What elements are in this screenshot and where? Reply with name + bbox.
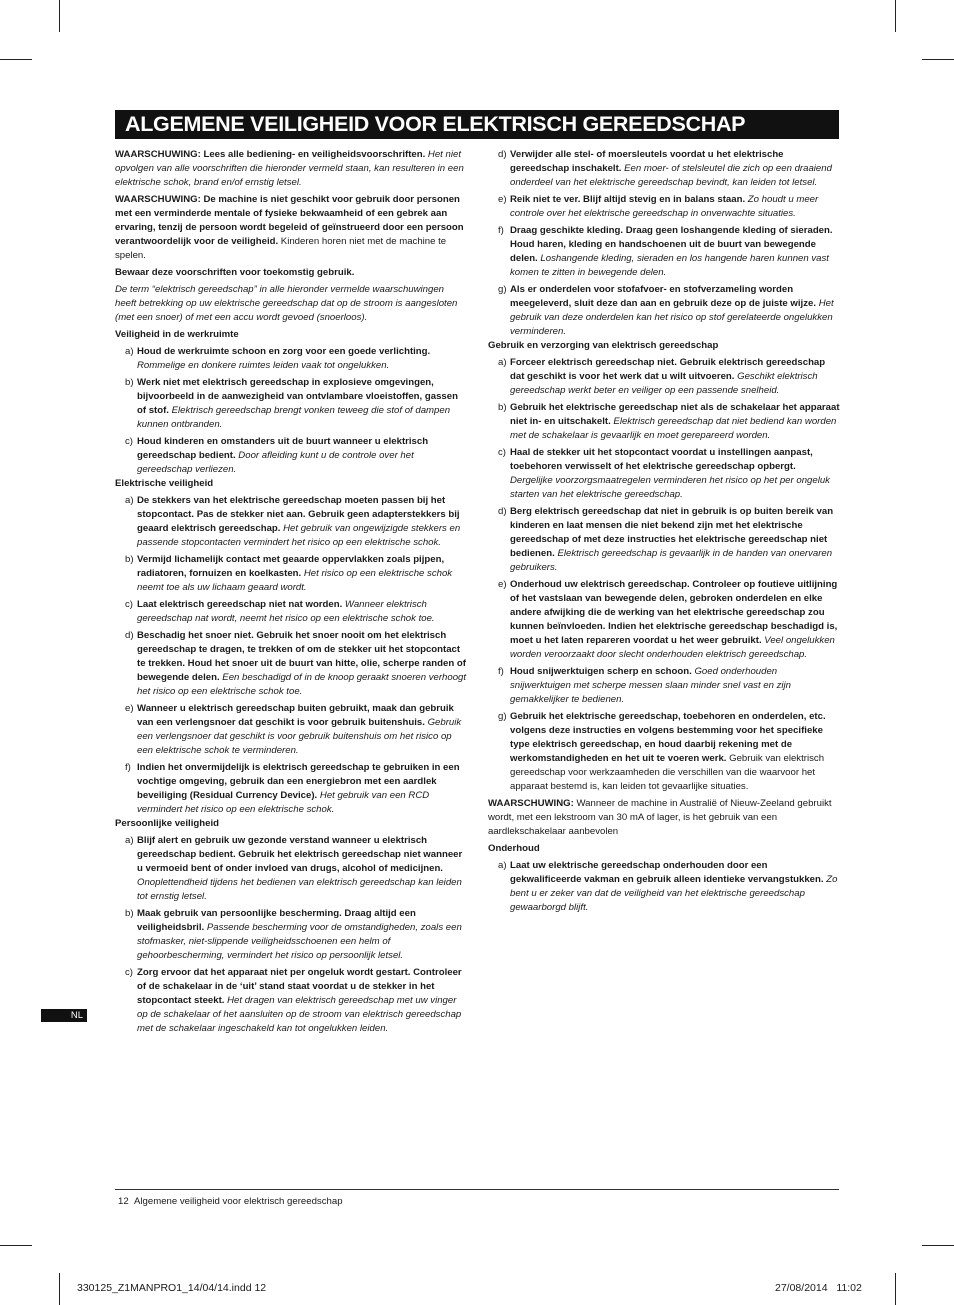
- crop-mark: [0, 1245, 32, 1246]
- footer-title: Algemene veiligheid voor elektrisch gereedschap: [134, 1196, 343, 1207]
- crop-mark: [922, 59, 954, 60]
- section-heading-care: Gebruik en verzorging van elektrisch gereedschap: [488, 340, 719, 351]
- list-item: c) Zorg ervoor dat het apparaat niet per ongeluk wordt gestart. Controleer of de schakelaar in de ‘uit’ stand staat voordat u de stekker in het stopcontact steekt. Het dragen van elektrisch gereedschap met uw vinger op de schakelaar of het aansluiten op de stroom van elektrisch gereedschap met de schakelaar ingeschakeld kan tot ongelukken leiden.: [125, 967, 462, 1034]
- list-item: c) Laat elektrisch gereedschap niet nat worden. Wanneer elektrisch gereedschap nat wordt, neemt het risico op een elektrische schok toe.: [125, 599, 435, 624]
- footer-rule: [115, 1189, 839, 1190]
- section-heading-electrical: Elektrische veiligheid: [115, 478, 214, 489]
- list-item: b) Gebruik het elektrische gereedschap niet als de schakelaar het apparaat niet in- en uitschakelt. Elektrisch gereedschap dat niet bediend kan worden met de schakelaar is gevaarlijk en moet gerepareerd worden.: [498, 402, 840, 441]
- crop-mark: [0, 59, 32, 60]
- slug-date: 27/08/2014: [775, 1282, 828, 1294]
- list-item: b) Werk niet met elektrisch gereedschap in explosieve omgevingen, bijvoorbeeld in de aanwezigheid van ontvlambare vloeistoffen, gassen of stof. Elektrisch gereedschap brengt vonken teweeg die stof of dampen kunnen ontbranden.: [125, 377, 458, 430]
- crop-mark: [895, 0, 896, 32]
- warning-australia: WAARSCHUWING: Wanneer de machine in Australië of Nieuw-Zeeland gebruikt wordt, met een lekstroom van 30 mA of lager, is het gebruik van een aardlekschakelaar aanbevolen: [488, 798, 832, 837]
- page-title: ALGEMENE VEILIGHEID VOOR ELEKTRISCH GEREEDSCHAP: [115, 110, 839, 139]
- list-item: a) Forceer elektrisch gereedschap niet. Gebruik elektrisch gereedschap dat geschikt is voor het werk dat u wilt uitvoeren. Geschikt elektrisch gereedschap werkt beter en veiliger op een passende snelheid.: [498, 357, 826, 396]
- list-item: b) Maak gebruik van persoonlijke bescherming. Draag altijd een veiligheidsbril. Passende bescherming voor de omstandigheden, zoals een stofmasker, niet-slippende veiligheidsschoenen een helm of gehoorbescherming, vermindert het risico op persoonlijk letsel.: [125, 908, 462, 961]
- crop-mark: [922, 1245, 954, 1246]
- list-item: f) Draag geschikte kleding. Draag geen loshangende kleding of sieraden. Houd haren, kleding en handschoenen uit de buurt van bewegende delen. Loshangende kleding, sieraden en los hangende haren kunnen vast komen te zitten in bewegende delen.: [498, 225, 833, 278]
- list-item: e) Wanneer u elektrisch gereedschap buiten gebruikt, maak dan gebruik van een verlengsnoer dat geschikt is voor gebruik buitenshuis. Gebruik een verlengsnoer dat geschikt is voor gebruik buitenshuis om het risico op een elektrische schok te verminderen.: [125, 703, 462, 756]
- warning-persons: WAARSCHUWING: De machine is niet geschikt voor gebruik door personen met een verminderde mentale of fysieke bekwaamheid of een gebrek aan ervaring, tenzij de persoon wordt begeleid of geïnstrueerd door een persoon verantwoordelijk voor de veiligheid. Kinderen horen niet met de machine te spelen.: [115, 194, 464, 261]
- slug-file: 330125_Z1MANPRO1_14/04/14.indd 12: [77, 1282, 267, 1294]
- slug-datetime: [775, 1282, 862, 1294]
- section-heading-maintenance: Onderhoud: [488, 843, 540, 854]
- term-definition: De term “elektrisch gereedschap” in alle hieronder vermelde waarschuwingen heeft betrekking op uw elektrische gereedschap dat op de stroom is aangesloten (met een snoer) of met een accu wordt gevoed (snoerloos).: [115, 284, 458, 323]
- warning-read-instructions: WAARSCHUWING: Lees alle bediening- en veiligheidsvoorschriften. Het niet opvolgen van alle voorschriften die hieronder vermeld staan, kan resulteren in een elektrische schok, brand en/of ernstig letsel.: [115, 149, 464, 188]
- section-heading-workplace: Veiligheid in de werkruimte: [115, 329, 239, 340]
- crop-mark: [895, 1273, 896, 1305]
- page-footer: [118, 1196, 343, 1208]
- list-item: c) Haal de stekker uit het stopcontact voordat u instellingen aanpast, toebehoren verwisselt of het elektrische gereedschap opbergt. Dergelijke voorzorgsmaatregelen verminderen het risico op het per ongeluk starten van het elektrische gereedschap.: [498, 447, 830, 500]
- list-item: d) Verwijder alle stel- of moersleutels voordat u het elektrische gereedschap inschakelt. Een moer- of stelsleutel die zich op een draaiend onderdeel van het elektrische gereedschap bevindt, kan leiden tot letsel.: [498, 149, 832, 188]
- list-item: a) Laat uw elektrische gereedschap onderhouden door een gekwalificeerde vakman en gebruik alleen identieke vervangstukken. Zo bent u er zeker van dat de veiligheid van het elektrische gereedschap gewaarborgd blijft.: [498, 860, 838, 913]
- list-item: c) Houd kinderen en omstanders uit de buurt wanneer u elektrisch gereedschap bedient. Door afleiding kunt u de controle over het gereedschap verliezen.: [125, 436, 429, 475]
- crop-mark: [59, 0, 60, 32]
- page-number: 12: [118, 1196, 129, 1207]
- slug-time: 11:02: [836, 1282, 862, 1294]
- list-item: g) Gebruik het elektrische gereedschap, toebehoren en onderdelen, etc. volgens deze instructies en volgens bestemming voor het specifieke type elektrisch gereedschap, en houd daarbij rekening met de werkomstandigheden en het uit te voeren werk. Gebruik van elektrisch gereedschap voor werkzaamheden die verschillen van die waarvoor het apparaat bestemd is, kan leiden tot gevaarlijke situaties.: [498, 711, 826, 792]
- right-column: [488, 148, 840, 915]
- list-item: a) De stekkers van het elektrische gereedschap moeten passen bij het stopcontact. Pas de stekker niet aan. Gebruik geen adapterstekkers bij geaard elektrisch gereedschap. Het gebruik van ongewijzigde stekkers en passende stopcontacten vermindert het risico op een elektrische schok.: [125, 495, 461, 548]
- section-heading-personal: Persoonlijke veiligheid: [115, 818, 219, 829]
- left-column: [115, 148, 467, 1036]
- list-item: e) Reik niet te ver. Blijf altijd stevig en in balans staan. Zo houdt u meer controle over het elektrische gereedschap in onverwachte situaties.: [498, 194, 819, 219]
- list-item: a) Houd de werkruimte schoon en zorg voor een goede verlichting. Rommelige en donkere ruimtes leiden vaak tot ongelukken.: [125, 346, 431, 371]
- keep-instructions: Bewaar deze voorschriften voor toekomstig gebruik.: [115, 267, 355, 278]
- list-item: b) Vermijd lichamelijk contact met geaarde oppervlakken zoals pijpen, radiatoren, fornuizen en koelkasten. Het risico op een elektrische schok neemt toe als uw lichaam geaard wordt.: [125, 554, 453, 593]
- crop-mark: [59, 1273, 60, 1305]
- list-item: d) Berg elektrisch gereedschap dat niet in gebruik is op buiten bereik van kinderen en laat mensen die niet bekend zijn met het elektrische gereedschap of met deze instructies het elektrische gereedschap niet bedienen. Elektrisch gereedschap is gevaarlijk in de handen van onervaren gebruikers.: [498, 506, 834, 573]
- list-item: f) Indien het onvermijdelijk is elektrisch gereedschap te gebruiken in een vochtige omgeving, gebruik dan een energiebron met een aardlek beveiliging (Residual Currency Device). Het gebruik van een RCD vermindert het risico op een elektrische schok.: [125, 762, 460, 815]
- list-item: f) Houd snijwerktuigen scherp en schoon. Goed onderhouden snijwerktuigen met scherpe messen slaan minder snel vast en zijn gemakkelijker te bedienen.: [498, 666, 792, 705]
- list-item: d) Beschadig het snoer niet. Gebruik het snoer nooit om het elektrisch gereedschap te dragen, te trekken of om de stekker uit het stopcontact te trekken. Houd het snoer uit de buurt van hitte, olie, scherpe randen of bewegende delen. Een beschadigd of in de knoop geraakt snoeren verhoogt het risico op een elektrische schok toe.: [125, 630, 467, 697]
- list-item: a) Blijf alert en gebruik uw gezonde verstand wanneer u elektrisch gereedschap bedient. Gebruik het elektrisch gereedschap niet wanneer u vermoeid bent of onder invloed van drugs, alcohol of medicijnen. Onoplettendheid tijdens het bedienen van elektrisch gereedschap kan leiden tot ernstig letsel.: [125, 835, 463, 902]
- language-tab: NL: [41, 1009, 87, 1022]
- list-item: g) Als er onderdelen voor stofafvoer- en stofverzameling worden meegeleverd, sluit deze dan aan en gebruik deze op de juiste wijze. Het gebruik van deze onderdelen kan het risico op stof gerelateerde ongelukken verminderen.: [498, 284, 834, 337]
- list-item: e) Onderhoud uw elektrisch gereedschap. Controleer op foutieve uitlijning of het vastslaan van bewegende delen, gebroken onderdelen en elke andere afwijking die de werking van het elektrische gereedschap zou kunnen beïnvloeden. Indien het elektrische gereedschap beschadigd is, moet u het laten repareren voordat u het weer gebruikt. Veel ongelukken worden veroorzaakt door slecht onderhouden elektrisch gereedschap.: [498, 579, 838, 660]
